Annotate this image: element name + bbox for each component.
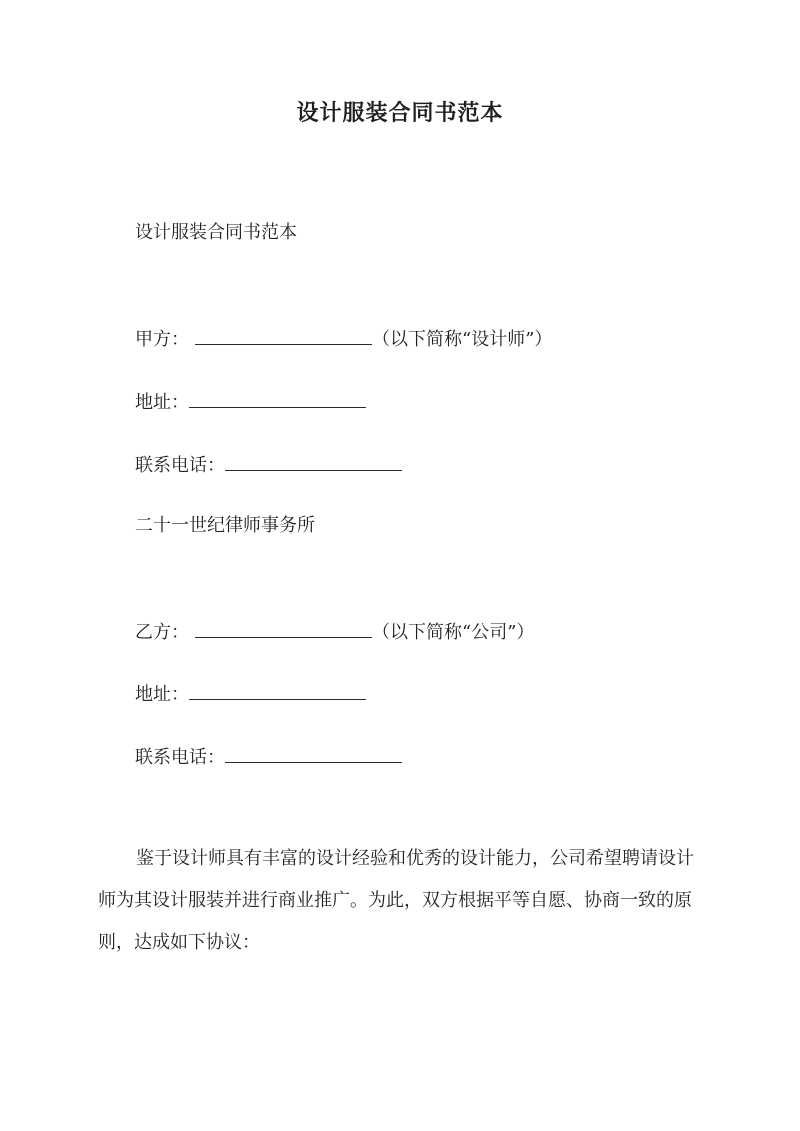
intro-paragraph: 鉴于设计师具有丰富的设计经验和优秀的设计能力，公司希望聘请设计师为其设计服装并进行商业推广。为此，双方根据平等自愿、协商一致的原则，达成如下协议：: [98, 848, 694, 953]
party-b-name-blank: [195, 623, 372, 638]
party-a-suffix: （以下简称“设计师”）: [372, 329, 553, 350]
party-b-phone-line: [135, 743, 402, 769]
party-a-phone-label: 联系电话：: [135, 455, 225, 476]
party-a-label: 甲方：: [135, 329, 189, 350]
party-a-address-label: 地址：: [135, 392, 189, 413]
document-title: 设计服装合同书范本: [296, 100, 504, 126]
document-subtitle: 设计服装合同书范本: [135, 222, 297, 243]
party-b-phone-blank: [225, 748, 402, 763]
party-b-address-label: 地址：: [135, 684, 189, 705]
party-b-suffix: （以下简称“公司”）: [372, 622, 535, 643]
party-a-phone-line: [135, 451, 402, 477]
party-b-label: 乙方：: [135, 622, 189, 643]
party-a-address-blank: [189, 393, 366, 408]
party-b-address-blank: [189, 685, 366, 700]
party-b-address-line: [135, 680, 366, 706]
party-a-phone-blank: [225, 456, 402, 471]
party-a-name-blank: [195, 330, 372, 345]
firm-name: 二十一世纪律师事务所: [135, 515, 315, 536]
party-b-line: [135, 618, 534, 644]
party-b-phone-label: 联系电话：: [135, 747, 225, 768]
party-a-address-line: [135, 388, 366, 414]
party-a-line: [135, 325, 552, 351]
